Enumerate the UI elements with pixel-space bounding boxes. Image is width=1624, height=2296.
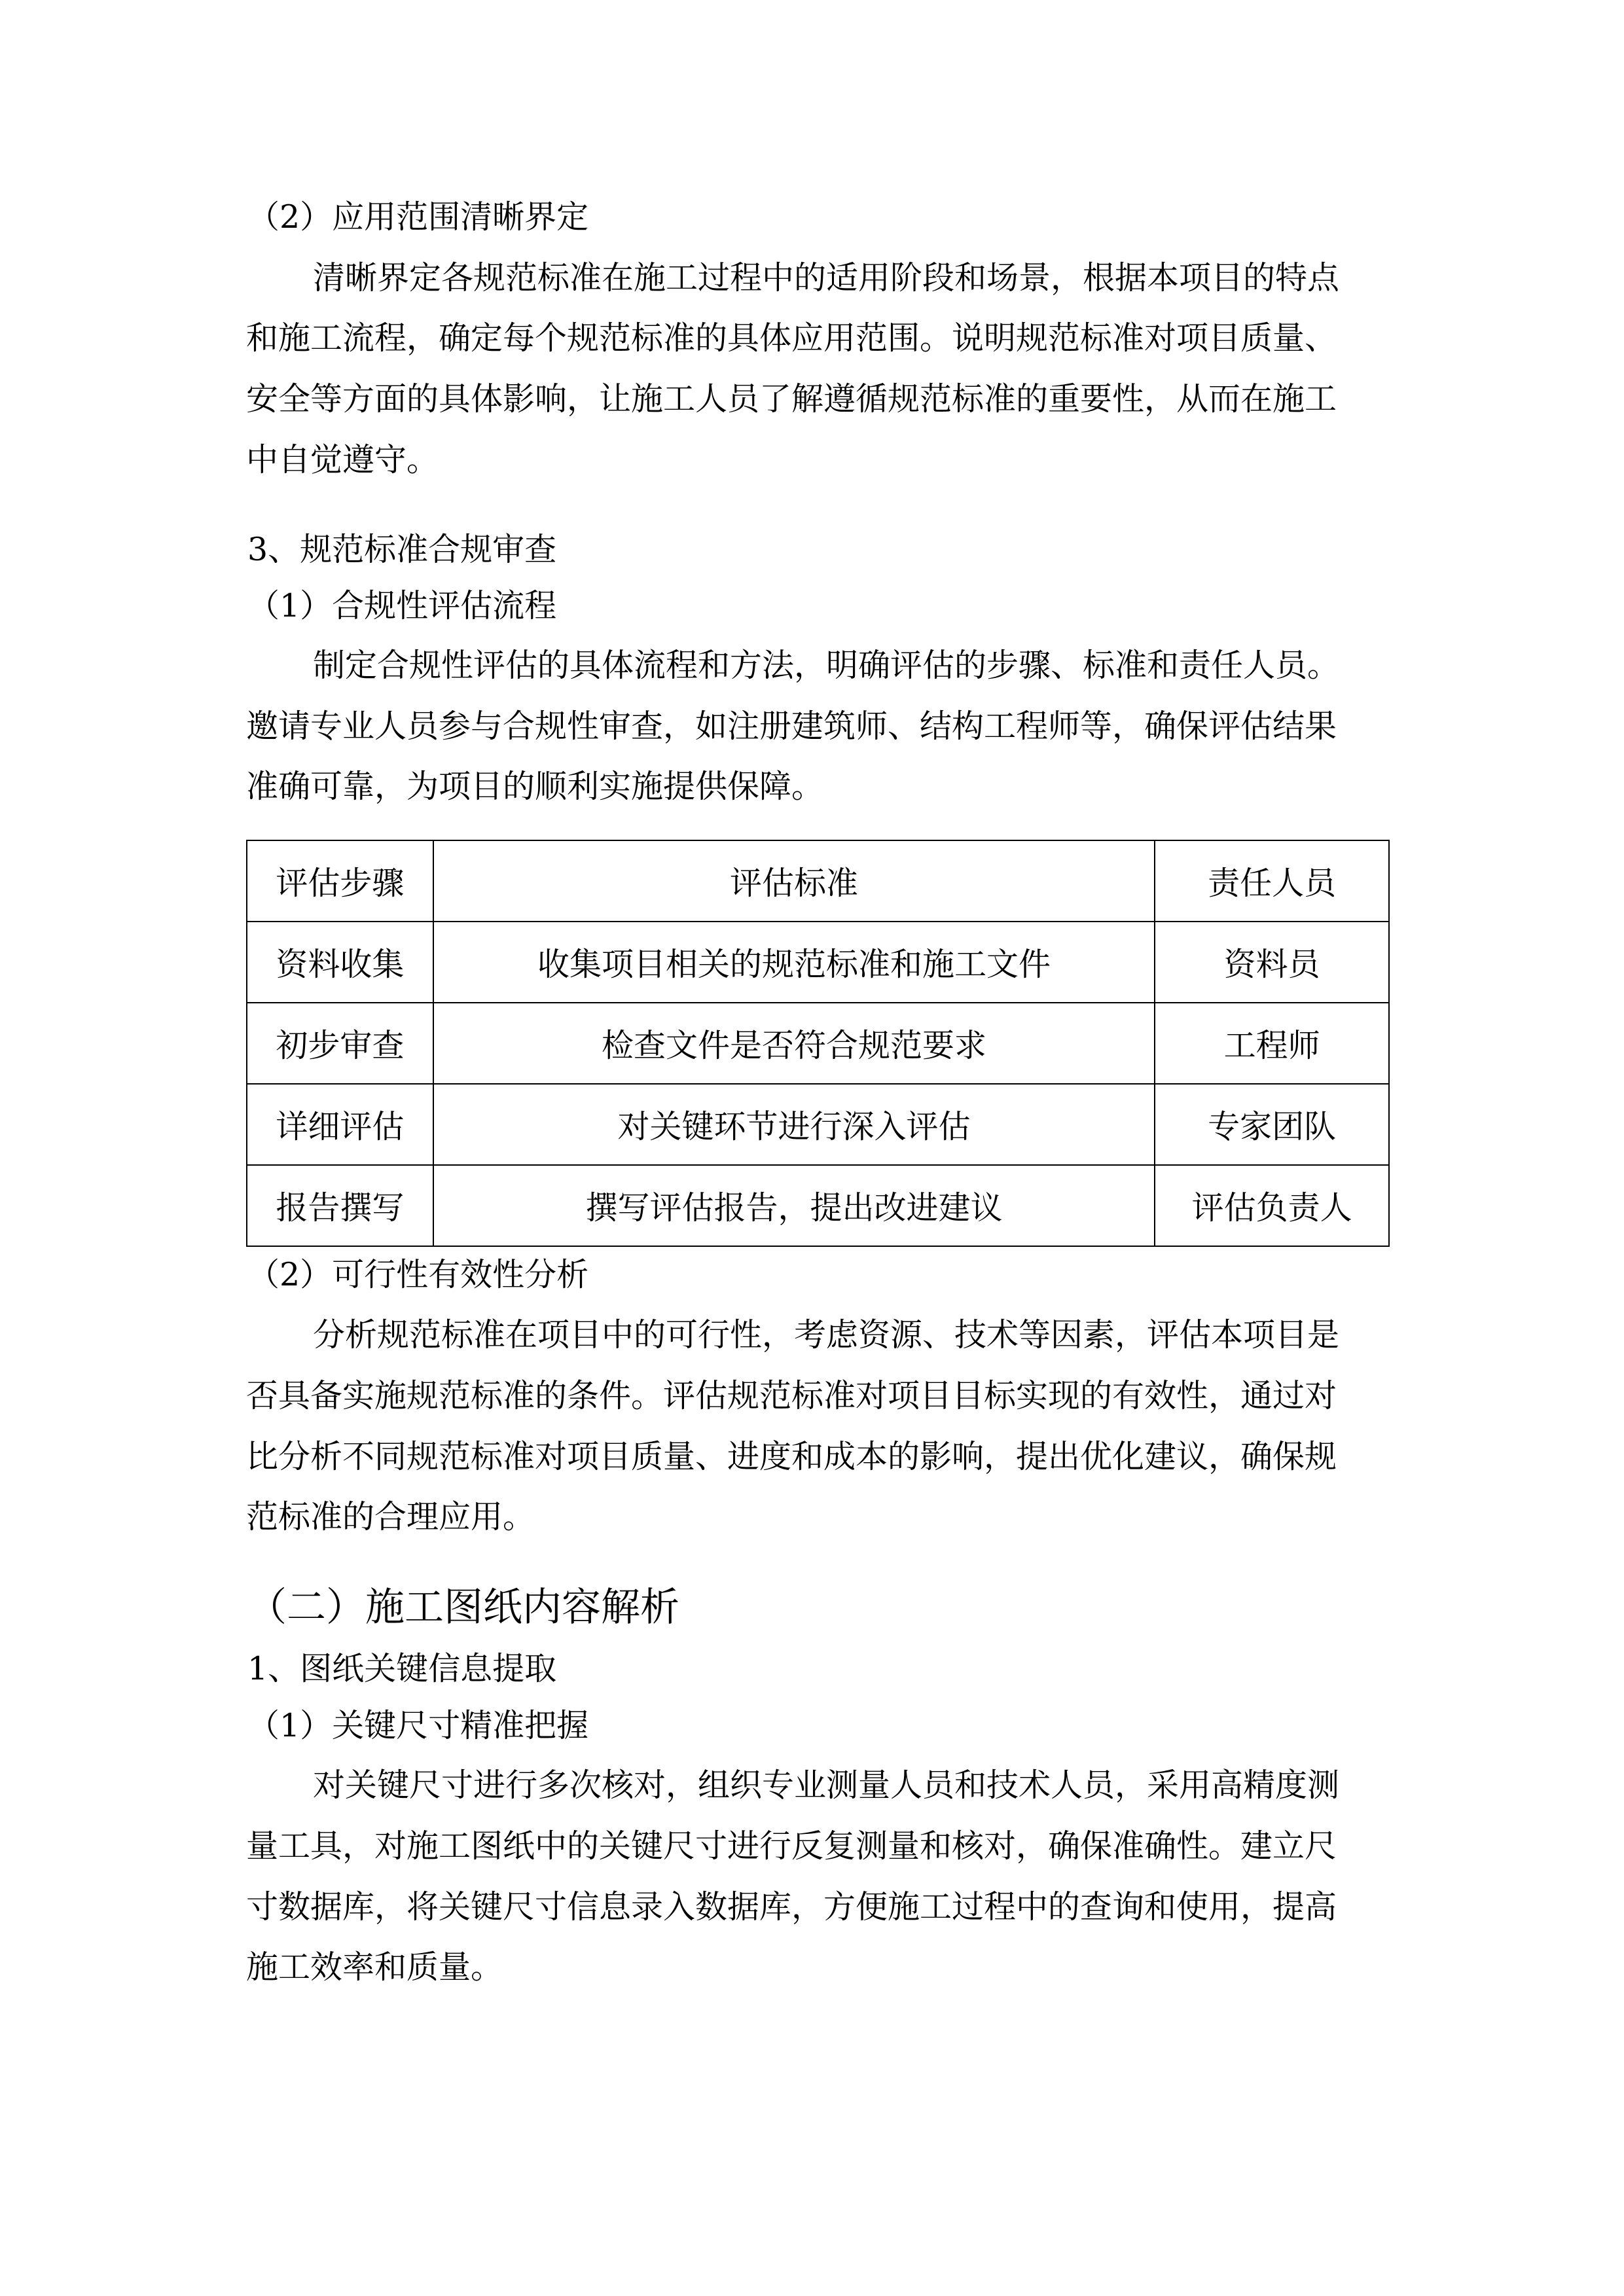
table-header-cell: 评估标准 xyxy=(433,840,1155,922)
paragraph-line: 量工具，对施工图纸中的关键尺寸进行反复测量和核对，确保准确性。建立尺 xyxy=(246,1827,1337,1865)
paragraph-line: 邀请专业人员参与合规性审查，如注册建筑师、结构工程师等，确保评估结果 xyxy=(246,708,1337,745)
table-cell: 初步审查 xyxy=(247,1003,433,1084)
table-cell: 专家团队 xyxy=(1155,1084,1389,1165)
table-cell: 对关键环节进行深入评估 xyxy=(433,1084,1155,1165)
table-header-cell: 评估步骤 xyxy=(247,840,433,922)
subsection-title: （2）应用范围清晰界定 xyxy=(247,198,589,236)
table-cell: 资料收集 xyxy=(247,922,433,1003)
table-row xyxy=(247,1003,1389,1084)
subsection-title: （1）合规性评估流程 xyxy=(247,587,557,624)
paragraph-line: 施工效率和质量。 xyxy=(246,1948,503,1986)
table-row xyxy=(247,922,1389,1003)
evaluation-table xyxy=(246,840,1390,1247)
table-cell: 工程师 xyxy=(1155,1003,1389,1084)
table-row xyxy=(247,1084,1389,1165)
paragraph-line: 比分析不同规范标准对项目质量、进度和成本的影响，提出优化建议，确保规 xyxy=(246,1438,1337,1475)
table-row xyxy=(247,1165,1389,1246)
paragraph-line: 寸数据库，将关键尺寸信息录入数据库，方便施工过程中的查询和使用，提高 xyxy=(246,1888,1337,1926)
section-title: 1、图纸关键信息提取 xyxy=(247,1650,557,1687)
table-header-row xyxy=(247,840,1389,922)
paragraph-line: 否具备实施规范标准的条件。评估规范标准对项目目标实现的有效性，通过对 xyxy=(246,1377,1337,1414)
table-cell: 资料员 xyxy=(1155,922,1389,1003)
paragraph-line: 中自觉遵守。 xyxy=(246,441,439,478)
paragraph-line: 准确可靠，为项目的顺利实施提供保障。 xyxy=(246,768,824,805)
table-cell: 详细评估 xyxy=(247,1084,433,1165)
table-cell: 报告撰写 xyxy=(247,1165,433,1246)
subsection-title: （1）关键尺寸精准把握 xyxy=(247,1707,589,1744)
paragraph-line: 和施工流程，确定每个规范标准的具体应用范围。说明规范标准对项目质量、 xyxy=(246,319,1337,357)
subsection-title: （2）可行性有效性分析 xyxy=(247,1256,589,1293)
paragraph-line: 对关键尺寸进行多次核对，组织专业测量人员和技术人员，采用高精度测 xyxy=(313,1767,1340,1804)
table-cell: 检查文件是否符合规范要求 xyxy=(433,1003,1155,1084)
paragraph-line: 范标准的合理应用。 xyxy=(246,1498,535,1535)
table-cell: 收集项目相关的规范标准和施工文件 xyxy=(433,922,1155,1003)
table-header-cell: 责任人员 xyxy=(1155,840,1389,922)
table-cell: 撰写评估报告，提出改进建议 xyxy=(433,1165,1155,1246)
part-heading: （二）施工图纸内容解析 xyxy=(247,1585,679,1630)
paragraph-line: 分析规范标准在项目中的可行性，考虑资源、技术等因素，评估本项目是 xyxy=(313,1316,1340,1354)
paragraph-line: 安全等方面的具体影响，让施工人员了解遵循规范标准的重要性，从而在施工 xyxy=(246,380,1337,418)
paragraph-line: 清晰界定各规范标准在施工过程中的适用阶段和场景，根据本项目的特点 xyxy=(313,259,1340,296)
paragraph-line: 制定合规性评估的具体流程和方法，明确评估的步骤、标准和责任人员。 xyxy=(313,647,1340,684)
section-title: 3、规范标准合规审查 xyxy=(247,531,557,568)
table-cell: 评估负责人 xyxy=(1155,1165,1389,1246)
